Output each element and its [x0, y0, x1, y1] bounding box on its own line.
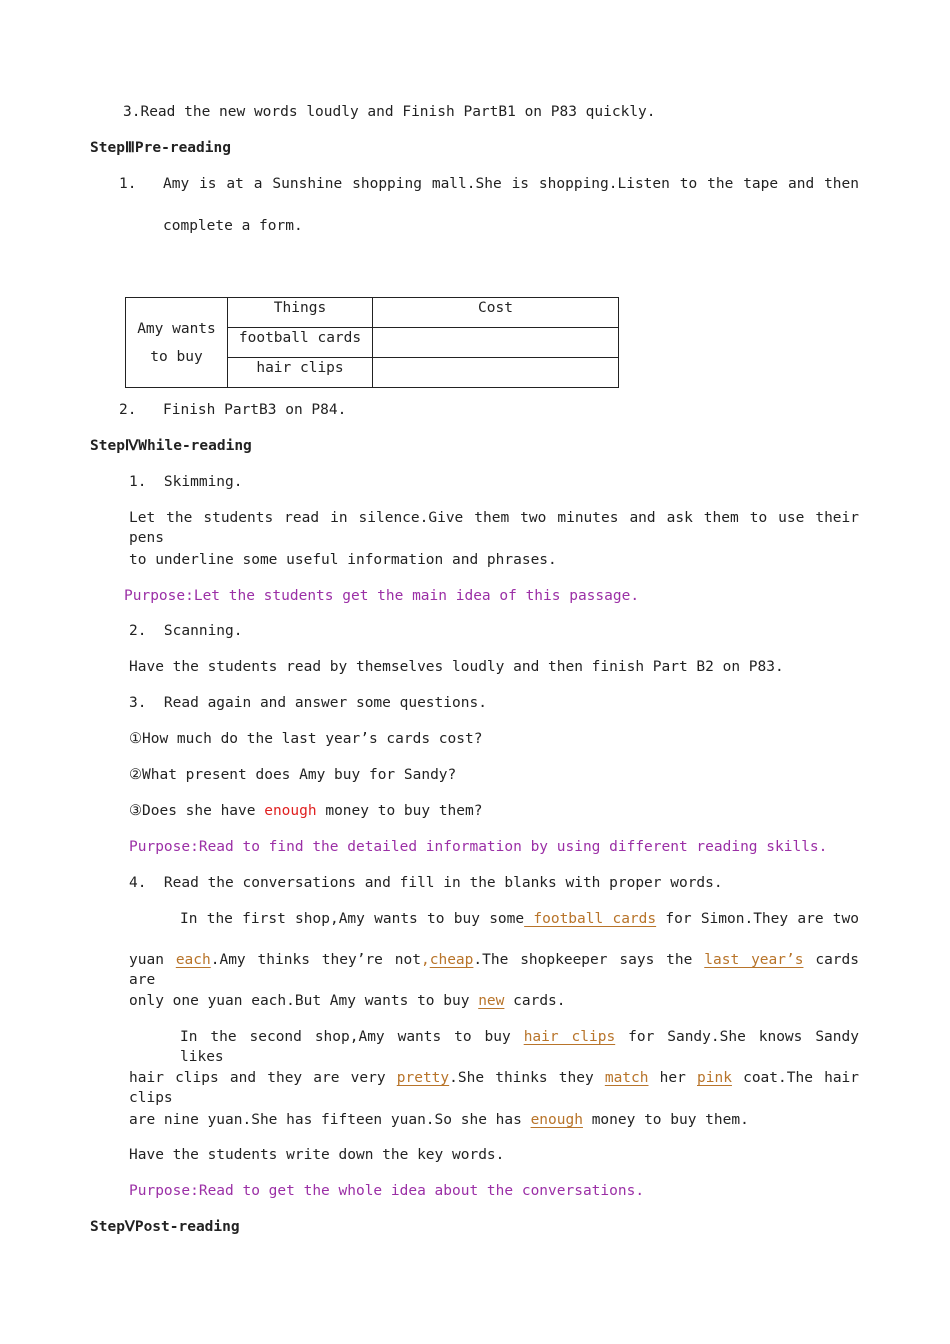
passage-text: coat.The hair clips	[129, 1070, 860, 1106]
row-header-cell	[126, 298, 228, 388]
key-words-instruction: Have the students write down the key words.	[129, 1147, 505, 1163]
answer-new: new	[478, 993, 505, 1009]
passage-text: .The shopkeeper says the	[473, 952, 705, 968]
passage-text: cards.	[504, 993, 566, 1009]
answer-each: each	[175, 952, 211, 968]
shopping-form-table	[125, 297, 619, 388]
passage-text: hair clips and they are very	[129, 1070, 397, 1086]
item-cell: football cards	[228, 328, 373, 358]
question-3-highlight: enough	[264, 803, 317, 819]
step-3-heading: StepⅢPre-reading	[90, 140, 231, 156]
skimming-line-2: to underline some useful information and phrases.	[129, 552, 557, 568]
instruction-read-new-words: 3.Read the new words loudly and Finish PartB1 on P83 quickly.	[123, 104, 656, 120]
cost-cell[interactable]	[373, 358, 619, 388]
passage-text: her	[648, 1070, 698, 1086]
pre-reading-item-1-number: 1.	[119, 176, 137, 192]
passage-text: .Amy thinks they’re not	[210, 952, 421, 968]
passage-text: In the second shop,Amy wants to buy	[180, 1029, 524, 1045]
skimming-line-1: Let the students read in silence.Give them two minutes and ask them to use their pens	[129, 510, 859, 546]
answer-pretty: pretty	[396, 1070, 450, 1086]
question-3	[129, 801, 482, 821]
answer-hair-clips: hair clips	[523, 1029, 616, 1045]
fill-blanks-heading: 4. Read the conversations and fill in the blanks with proper words.	[129, 875, 723, 891]
cost-cell[interactable]	[373, 328, 619, 358]
questions-heading: 3. Read again and answer some questions.	[129, 695, 487, 711]
passage-text: are nine yuan.She has fifteen yuan.So she has	[129, 1112, 531, 1128]
row-header-text: Amy wants to buy	[137, 320, 216, 365]
passage-text: In the first shop,Amy wants to buy some	[180, 911, 525, 927]
passage-text: for Sandy.She knows Sandy likes	[180, 1029, 859, 1065]
question-2: ②What present does Amy buy for Sandy?	[129, 767, 457, 783]
passage-1-line-1	[180, 909, 859, 929]
passage-2-line-3	[129, 1110, 749, 1130]
scanning-heading: 2. Scanning.	[129, 623, 243, 639]
question-1: ①How much do the last year’s cards cost?	[129, 731, 483, 747]
passage-text: for Simon.They are two	[656, 911, 859, 927]
passage-2-line-1	[180, 1027, 859, 1067]
pre-reading-item-1-line-2: complete a form.	[163, 218, 303, 234]
passage-text: money to buy them.	[582, 1112, 749, 1128]
answer-match: match	[604, 1070, 649, 1086]
step-4-heading: StepⅣWhile-reading	[90, 438, 252, 454]
answer-pink: pink	[697, 1070, 732, 1086]
pre-reading-item-2-number: 2.	[119, 402, 137, 418]
answer-cheap: cheap	[429, 952, 474, 968]
answer-last-years: last year’s	[704, 952, 804, 968]
passage-comma: ,	[421, 952, 430, 968]
col-header-things: Things	[228, 298, 373, 328]
answer-enough: enough	[530, 1112, 583, 1128]
skimming-heading: 1. Skimming.	[129, 474, 243, 490]
purpose-3: Purpose:Read to get the whole idea about the conversations.	[129, 1183, 645, 1199]
passage-text: cards are	[129, 952, 859, 988]
pre-reading-item-2: Finish PartB3 on P84.	[163, 402, 347, 418]
question-3-pre: ③Does she have	[129, 803, 265, 819]
purpose-1: Purpose:Let the students get the main idea of this passage.	[124, 588, 640, 604]
purpose-2: Purpose:Read to find the detailed information by using different reading skills.	[129, 839, 828, 855]
passage-text: only one yuan each.But Amy wants to buy	[129, 993, 479, 1009]
answer-football-cards: football cards	[524, 911, 657, 927]
col-header-cost: Cost	[373, 298, 619, 328]
scanning-line: Have the students read by themselves loudly and then finish Part B2 on P83.	[129, 659, 784, 675]
question-3-post: money to buy them?	[316, 803, 483, 819]
passage-text: .She thinks they	[449, 1070, 605, 1086]
step-5-heading: StepⅤPost-reading	[90, 1219, 240, 1235]
item-cell: hair clips	[228, 358, 373, 388]
pre-reading-item-1-line-1: Amy is at a Sunshine shopping mall.She is shopping.Listen to the tape and then	[163, 176, 859, 192]
passage-text: yuan	[129, 952, 176, 968]
passage-1-line-3	[129, 991, 566, 1011]
passage-2-line-2	[129, 1068, 859, 1108]
passage-1-line-2	[129, 950, 859, 990]
